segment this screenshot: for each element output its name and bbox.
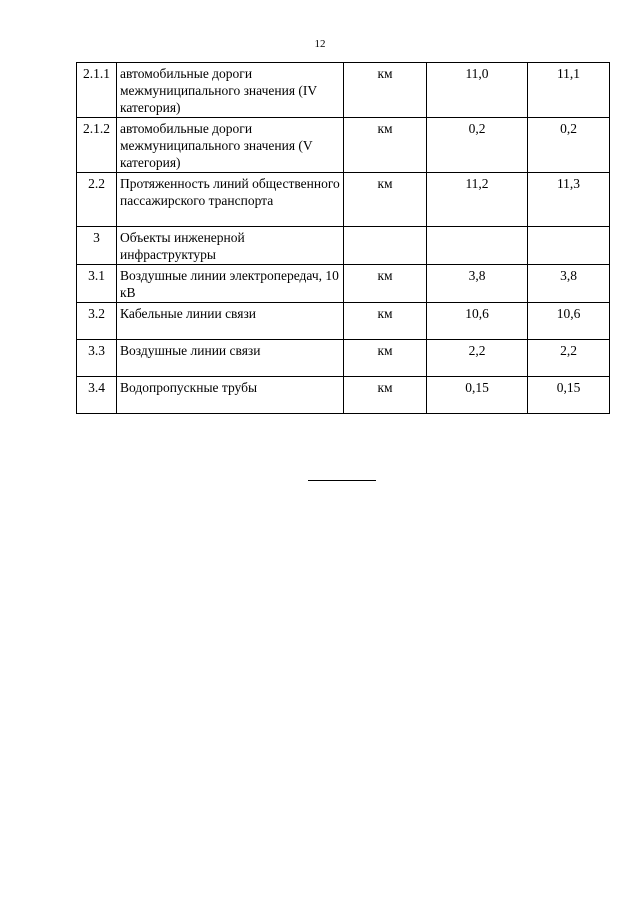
row-unit: км [344, 63, 427, 118]
row-value-2: 3,8 [528, 265, 610, 303]
row-value-1 [427, 227, 528, 265]
row-number: 3.2 [77, 303, 117, 340]
row-value-2: 0,2 [528, 118, 610, 173]
row-name: автомобильные дороги межмуниципального значения (V категория) [117, 118, 344, 173]
row-number: 2.1.2 [77, 118, 117, 173]
row-value-1: 0,15 [427, 377, 528, 414]
row-name: Кабельные линии связи [117, 303, 344, 340]
row-unit: км [344, 265, 427, 303]
row-number: 3.4 [77, 377, 117, 414]
end-rule [308, 480, 376, 481]
table-row [77, 227, 610, 265]
row-unit: км [344, 173, 427, 227]
row-unit: км [344, 340, 427, 377]
data-table [76, 62, 610, 414]
row-value-2: 0,15 [528, 377, 610, 414]
row-value-2: 11,3 [528, 173, 610, 227]
row-unit [344, 227, 427, 265]
row-value-1: 3,8 [427, 265, 528, 303]
row-value-1: 10,6 [427, 303, 528, 340]
row-name: автомобильные дороги межмуниципального значения (IV категория) [117, 63, 344, 118]
row-unit: км [344, 377, 427, 414]
row-unit: км [344, 303, 427, 340]
row-value-2: 2,2 [528, 340, 610, 377]
row-number: 3 [77, 227, 117, 265]
row-name: Объекты инженерной инфраструктуры [117, 227, 344, 265]
row-value-2: 10,6 [528, 303, 610, 340]
row-number: 2.1.1 [77, 63, 117, 118]
page-number: 12 [314, 38, 326, 50]
row-number: 3.1 [77, 265, 117, 303]
row-number: 2.2 [77, 173, 117, 227]
table-row [77, 377, 610, 414]
table-row [77, 63, 610, 118]
row-value-2 [528, 227, 610, 265]
row-number: 3.3 [77, 340, 117, 377]
row-value-2: 11,1 [528, 63, 610, 118]
table-row [77, 265, 610, 303]
row-value-1: 0,2 [427, 118, 528, 173]
row-value-1: 11,0 [427, 63, 528, 118]
table-row [77, 340, 610, 377]
table-row [77, 173, 610, 227]
table-row [77, 303, 610, 340]
row-value-1: 2,2 [427, 340, 528, 377]
table-row [77, 118, 610, 173]
row-name: Воздушные линии связи [117, 340, 344, 377]
row-value-1: 11,2 [427, 173, 528, 227]
row-name: Воздушные линии электропередач, 10 кВ [117, 265, 344, 303]
row-unit: км [344, 118, 427, 173]
row-name: Протяженность линий общественного пассажирского транспорта [117, 173, 344, 227]
row-name: Водопропускные трубы [117, 377, 344, 414]
